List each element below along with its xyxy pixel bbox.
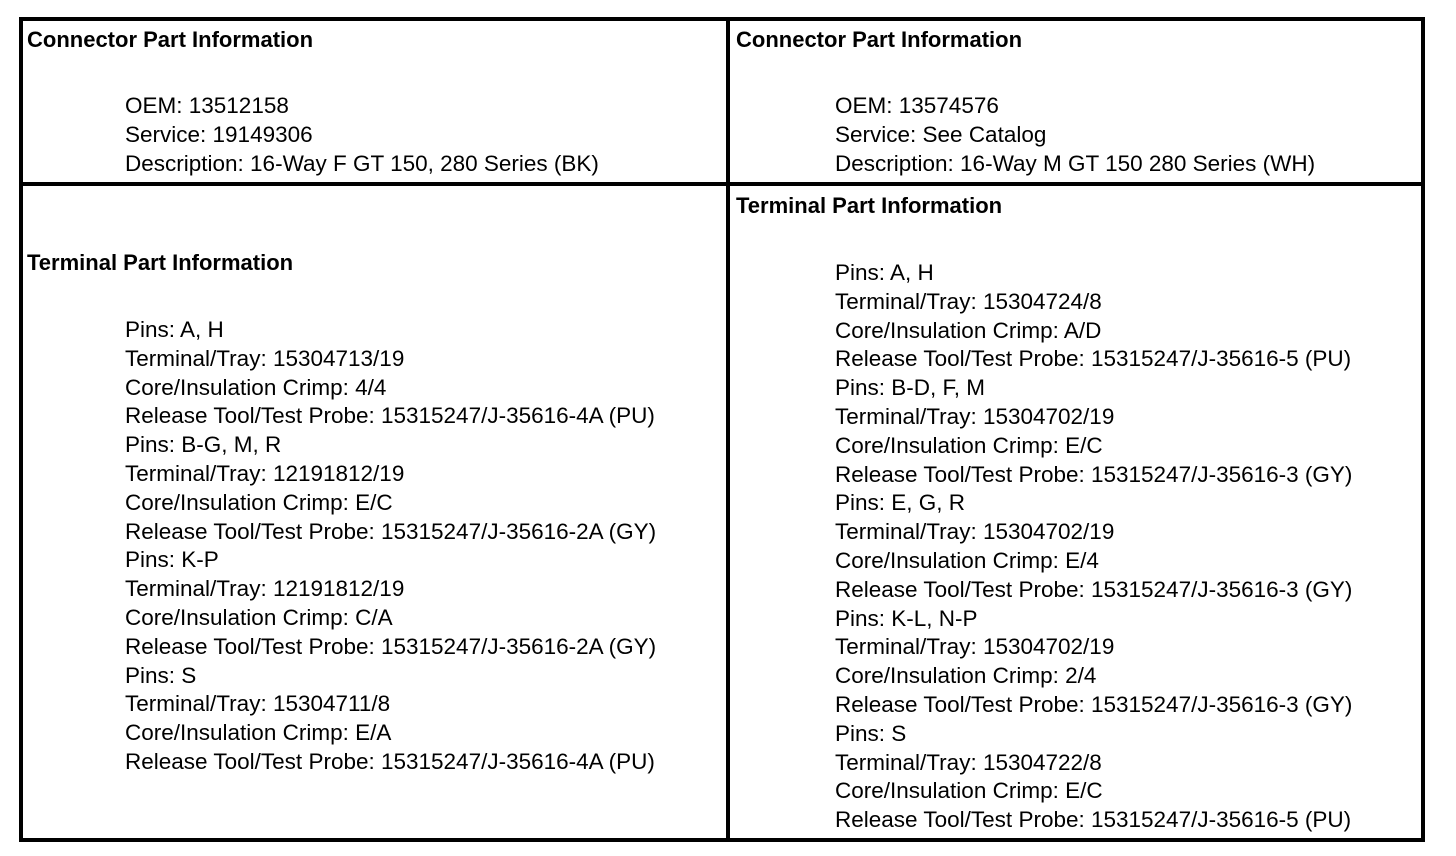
left-terminal-lines xyxy=(125,316,656,777)
info-line: Core/Insulation Crimp: E/4 xyxy=(835,547,1099,573)
info-line: Core/Insulation Crimp: E/A xyxy=(125,720,392,746)
left-terminal-heading: Terminal Part Information xyxy=(27,250,294,275)
info-line: OEM: 13574576 xyxy=(835,93,999,118)
info-line: Release Tool/Test Probe: 15315247/J-35616-3 (GY) xyxy=(835,576,1353,602)
info-line: Terminal/Tray: 15304724/8 xyxy=(835,288,1102,314)
info-line: Terminal/Tray: 12191812/19 xyxy=(125,460,405,486)
info-line: Pins: A, H xyxy=(125,317,224,342)
left-connector-lines xyxy=(125,92,599,178)
row-divider xyxy=(19,182,1425,186)
info-line: Release Tool/Test Probe: 15315247/J-35616-3 (GY) xyxy=(835,461,1353,487)
info-line: Core/Insulation Crimp: A/D xyxy=(835,317,1102,343)
info-line: Service: See Catalog xyxy=(835,121,1047,147)
info-line: Release Tool/Test Probe: 15315247/J-35616-4A (PU) xyxy=(125,748,655,774)
info-line: Terminal/Tray: 15304711/8 xyxy=(125,691,391,717)
info-line: Description: 16-Way M GT 150 280 Series (WH) xyxy=(835,150,1316,176)
info-line: Core/Insulation Crimp: E/C xyxy=(835,778,1103,804)
info-line: Terminal/Tray: 15304702/19 xyxy=(835,519,1115,545)
info-line: Pins: A, H xyxy=(835,260,934,285)
info-line: Service: 19149306 xyxy=(125,121,313,147)
info-line: Core/Insulation Crimp: 4/4 xyxy=(125,374,387,400)
info-line: Pins: B-G, M, R xyxy=(125,432,282,458)
info-line: Pins: S xyxy=(835,720,907,746)
info-line: Pins: S xyxy=(125,662,197,688)
info-line: Core/Insulation Crimp: 2/4 xyxy=(835,663,1097,689)
left-connector-heading: Connector Part Information xyxy=(27,27,314,52)
right-terminal-heading: Terminal Part Information xyxy=(736,193,1003,218)
info-line: Terminal/Tray: 15304713/19 xyxy=(125,345,405,371)
info-line: Release Tool/Test Probe: 15315247/J-35616-4A (PU) xyxy=(125,403,655,429)
info-line: OEM: 13512158 xyxy=(125,93,289,118)
info-line: Release Tool/Test Probe: 15315247/J-35616-2A (GY) xyxy=(125,633,657,659)
info-line: Terminal/Tray: 12191812/19 xyxy=(125,576,405,602)
info-line: Release Tool/Test Probe: 15315247/J-35616-2A (GY) xyxy=(125,518,657,544)
info-line: Release Tool/Test Probe: 15315247/J-35616-5 (PU) xyxy=(835,807,1352,833)
info-line: Release Tool/Test Probe: 15315247/J-35616-3 (GY) xyxy=(835,691,1353,717)
info-line: Core/Insulation Crimp: E/C xyxy=(835,432,1103,458)
info-line: Pins: K-L, N-P xyxy=(835,605,978,631)
info-line: Core/Insulation Crimp: C/A xyxy=(125,604,393,630)
info-line: Pins: K-P xyxy=(125,547,219,573)
info-line: Pins: B-D, F, M xyxy=(835,375,986,401)
info-line: Core/Insulation Crimp: E/C xyxy=(125,489,393,515)
info-line: Terminal/Tray: 15304702/19 xyxy=(835,634,1115,660)
info-line: Description: 16-Way F GT 150, 280 Series (BK) xyxy=(125,150,599,176)
right-terminal-lines xyxy=(835,259,1352,835)
info-line: Terminal/Tray: 15304702/19 xyxy=(835,403,1115,429)
column-divider xyxy=(726,17,730,842)
info-line: Terminal/Tray: 15304722/8 xyxy=(835,749,1102,775)
info-line: Pins: E, G, R xyxy=(835,490,966,516)
info-line: Release Tool/Test Probe: 15315247/J-35616-5 (PU) xyxy=(835,346,1352,372)
right-connector-lines xyxy=(835,92,1315,178)
right-connector-heading: Connector Part Information xyxy=(736,27,1023,52)
